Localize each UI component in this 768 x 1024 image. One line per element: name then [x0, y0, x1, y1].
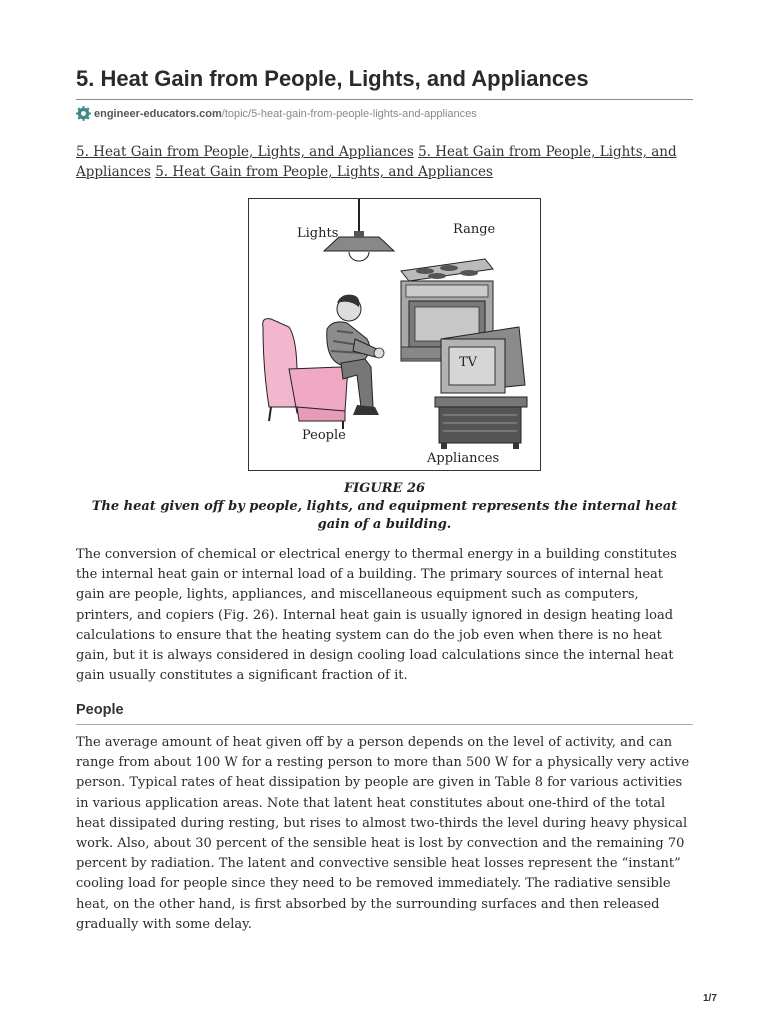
intro-paragraph: The conversion of chemical or electrical energy to thermal energy in a building constitutes the internal heat gain or internal load of a building. The primary sources of internal heat gain are people, lights, appliances, and miscellaneous equipment such as computers, printers, and copiers (Fig. 26). Internal heat gain is usually ignored in design heating load calculations to ensure that the heating system can do the job even when there is no heat gain, but it is always considered in design cooling load calculations since the internal heat gain usually constitutes a significant fraction of it. [76, 547, 677, 684]
page-number: 1/7 [703, 993, 717, 1004]
figure-drawing [249, 199, 540, 470]
page-title: 5. Heat Gain from People, Lights, and Appliances [76, 66, 589, 91]
figure-26-illustration [248, 198, 541, 471]
figure-caption [76, 480, 693, 534]
source-path: /topic/5-heat-gain-from-people-lights-and-appliances [221, 107, 477, 120]
breadcrumb-links [76, 142, 693, 182]
figure-number: FIGURE 26 [343, 481, 426, 496]
label-lights: Lights [297, 226, 339, 241]
source-url[interactable] [76, 106, 477, 121]
gear-icon [76, 106, 91, 121]
label-range: Range [453, 222, 496, 237]
source-domain: engineer-educators.com [94, 107, 222, 120]
section-heading-people: People [76, 702, 124, 718]
breadcrumb-link[interactable]: 5. Heat Gain from People, Lights, and Appliances [76, 144, 414, 160]
section-divider [76, 724, 693, 725]
breadcrumb-link[interactable]: 5. Heat Gain from People, Lights, and [418, 144, 677, 160]
breadcrumb-link[interactable]: 5. Heat Gain from People, Lights, and Appliances [155, 164, 493, 180]
people-paragraph: The average amount of heat given off by a person depends on the level of activity, and can range from about 100 W for a resting person to more than 500 W for a physically very active person. Typical rates of heat dissipation by people are given in Table 8 for various activities in various application areas. Note that latent heat constitutes about one-third of the total heat dissipated during resting, but rises to almost two-thirds the level during heavy physical work. Also, about 30 percent of the sensible heat is lost by convection and the remaining 70 percent by radiation. The latent and convective sensible heat losses represent the “instant” cooling load for people since they need to be removed immediately. The radiative sensible heat, on the other hand, is first absorbed by the surrounding surfaces and then released gradually with some delay. [76, 735, 690, 932]
figure-caption-line1: The heat given off by people, lights, and equipment represents the internal heat [91, 499, 678, 514]
tv-drawing [435, 327, 527, 449]
figure-caption-line2: gain of a building. [317, 517, 452, 532]
label-appliances: Appliances [427, 451, 500, 466]
title-divider [76, 99, 693, 100]
breadcrumb-link[interactable]: Appliances [76, 164, 151, 180]
label-tv: TV [459, 355, 478, 370]
label-people: People [302, 428, 346, 443]
